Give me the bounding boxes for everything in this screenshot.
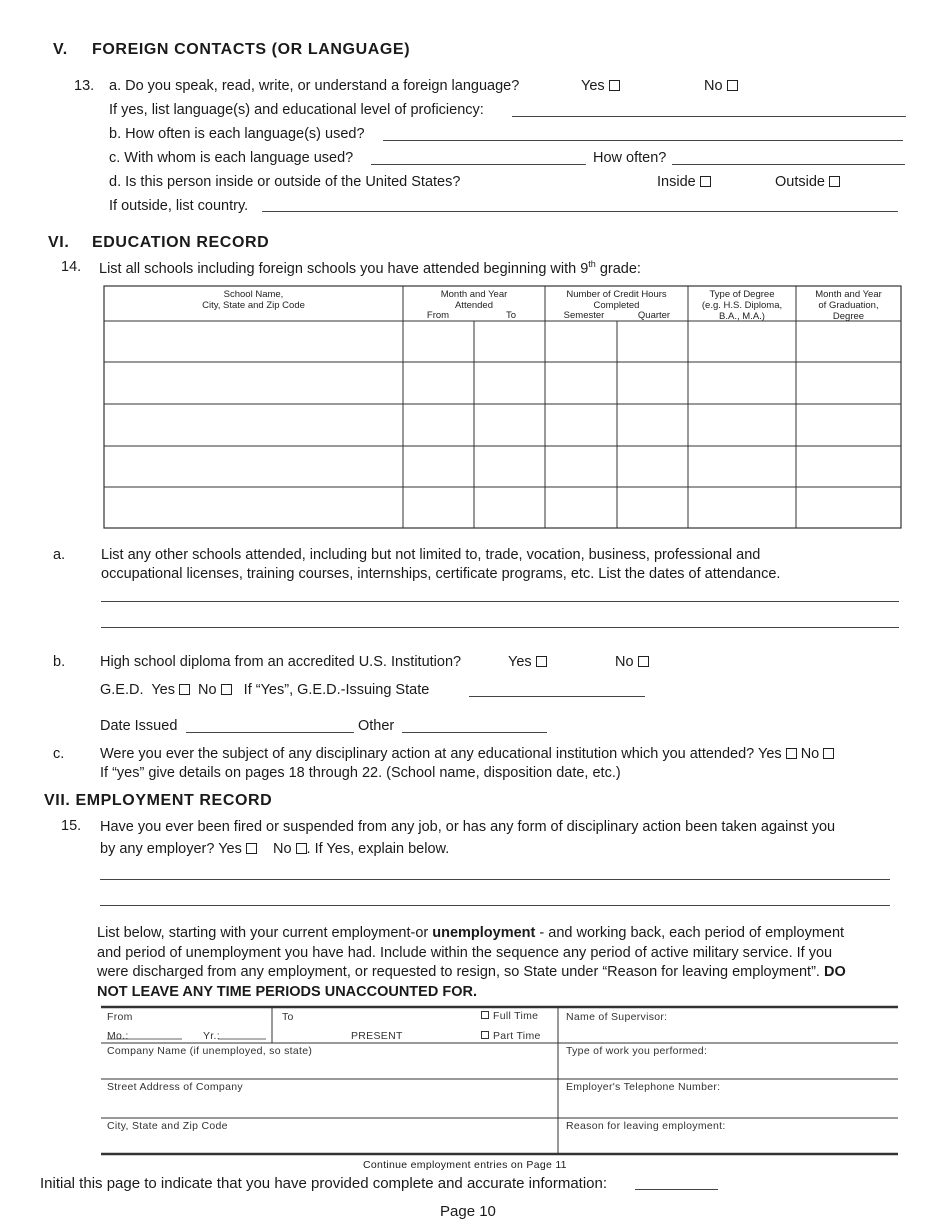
section-6-heading: EDUCATION RECORD xyxy=(92,234,270,251)
q13b-text: b. How often is each language(s) used? xyxy=(109,126,365,142)
instr-line3-a: were discharged from any employment, or requested to resign, so State under “Reason for leaving employment”. xyxy=(97,964,824,980)
col-to: To xyxy=(505,310,517,321)
col-credit-line2: Completed xyxy=(593,300,640,311)
ged-yes-label: Yes xyxy=(151,682,175,698)
q13c-text: c. With whom is each language used? xyxy=(109,150,354,166)
emp-mo-label: Mo.: xyxy=(107,1030,129,1042)
col-credit-line1: Number of Credit Hours xyxy=(566,289,667,300)
section-5-number: V. xyxy=(53,41,68,58)
col-grad-line1: Month and Year xyxy=(815,289,882,300)
ged-label: G.E.D. xyxy=(100,682,144,698)
q13a-followup: If yes, list language(s) and educational level of proficiency: xyxy=(109,102,484,118)
q14b-label: b. xyxy=(53,654,66,670)
emp-phone-label: Employer's Telephone Number: xyxy=(566,1081,721,1093)
emp-part-time xyxy=(481,1030,541,1042)
q14c-label: c. xyxy=(53,746,65,762)
q14b-text: High school diploma from an accredited U.S. Institution? xyxy=(100,654,462,670)
emp-reason-label: Reason for leaving employment: xyxy=(566,1120,726,1132)
q13d-outside-label: Outside xyxy=(775,174,825,190)
q14b-no-label: No xyxy=(615,654,634,670)
q13c-how-often: How often? xyxy=(593,150,667,166)
q14a-line1: List any other schools attended, including but not limited to, trade, vocation, business, professional and xyxy=(101,547,761,563)
question-14-number: 14. xyxy=(61,259,82,275)
q15-line1: Have you ever been fired or suspended from any job, or has any form of disciplinary action been taken against you xyxy=(100,819,836,835)
q14-text-main: List all schools including foreign schools you have attended beginning with 9 xyxy=(99,260,589,277)
col-school-line2: City, State and Zip Code xyxy=(202,300,305,311)
instr-line4: NOT LEAVE ANY TIME PERIODS UNACCOUNTED FOR. xyxy=(97,983,477,1000)
q15-line2-tail: . If Yes, explain below. xyxy=(306,841,450,857)
instr-line1-a: List below, starting with your current employment-or xyxy=(97,925,433,941)
ged-no-label: No xyxy=(198,682,217,698)
question-13-number: 13. xyxy=(74,78,95,94)
q14b-yes-label: Yes xyxy=(508,654,532,670)
q14-text-tail: grade: xyxy=(595,260,641,277)
col-degree-line1: Type of Degree xyxy=(709,289,775,300)
instr-line2: and period of unemployment you have had. Include within the sequence any period of active military service. If you xyxy=(97,944,833,961)
ged-issuing-label: If “Yes”, G.E.D.-Issuing State xyxy=(243,682,430,698)
other-label: Other xyxy=(358,718,395,734)
emp-from-label: From xyxy=(107,1011,133,1023)
emp-city-label: City, State and Zip Code xyxy=(107,1120,228,1132)
emp-part-time-label: Part Time xyxy=(493,1030,541,1042)
section-6-number: VI. xyxy=(48,234,70,251)
question-13a-text: a. Do you speak, read, write, or understand a foreign language? xyxy=(109,78,520,94)
col-from: From xyxy=(426,310,450,321)
emp-part-time-checkbox[interactable] xyxy=(481,1031,489,1039)
emp-street-label: Street Address of Company xyxy=(107,1081,243,1093)
q14-sup: th xyxy=(588,259,596,269)
emp-company-label: Company Name (if unemployed, so state) xyxy=(107,1045,313,1057)
q15-no-label: No xyxy=(273,841,292,857)
q14c-no-label: No xyxy=(800,746,820,762)
date-issued-label: Date Issued xyxy=(100,718,178,734)
continue-note: Continue employment entries on Page 11 xyxy=(363,1159,567,1171)
instr-line1-b: - and working back, each period of employment xyxy=(535,925,845,941)
q14c-line1: Were you ever the subject of any disciplinary action at any educational institution which you attended? Yes xyxy=(100,746,782,762)
instr-line1-bold: unemployment xyxy=(432,925,536,941)
col-month-line1: Month and Year xyxy=(440,289,508,300)
q13a-no-label: No xyxy=(704,78,723,94)
initial-instruction: Initial this page to indicate that you have provided complete and accurate information: xyxy=(40,1175,608,1192)
q14c-line2: If “yes” give details on pages 18 through 22. (School name, disposition date, etc.) xyxy=(100,765,621,781)
q13-if-outside: If outside, list country. xyxy=(109,198,249,214)
initial-field[interactable] xyxy=(635,1189,718,1190)
col-quarter: Quarter xyxy=(637,310,671,321)
emp-full-time-label: Full Time xyxy=(493,1010,539,1022)
col-school-line1: School Name, xyxy=(223,289,284,300)
q15-yes-label: by any employer? Yes xyxy=(100,841,242,857)
section-7-heading: VII. EMPLOYMENT RECORD xyxy=(44,792,273,809)
emp-to-label: To xyxy=(282,1011,294,1023)
col-degree-line3: B.A., M.A.) xyxy=(719,311,765,322)
q14a-label: a. xyxy=(53,547,66,563)
col-grad-line3: Degree xyxy=(832,311,865,322)
q13a-yes-label: Yes xyxy=(581,78,605,94)
emp-full-time xyxy=(481,1010,538,1022)
question-15-number: 15. xyxy=(61,818,82,834)
q13d-text: d. Is this person inside or outside of the United States? xyxy=(109,174,461,190)
emp-yr-label: Yr.: xyxy=(203,1030,220,1042)
col-semester: Semester xyxy=(563,310,605,321)
col-grad-line2: of Graduation, xyxy=(818,300,879,311)
q13d-inside-label: Inside xyxy=(657,174,696,190)
col-degree-line2: (e.g. H.S. Diploma, xyxy=(701,300,783,311)
instr-line3-bold: DO xyxy=(823,964,846,980)
section-5-heading: FOREIGN CONTACTS (OR LANGUAGE) xyxy=(92,41,411,58)
emp-supervisor-label: Name of Supervisor: xyxy=(566,1011,668,1023)
emp-full-time-checkbox[interactable] xyxy=(481,1011,489,1019)
emp-present-label: PRESENT xyxy=(351,1030,403,1042)
page-number: Page 10 xyxy=(440,1203,496,1220)
emp-work-type-label: Type of work you performed: xyxy=(566,1045,708,1057)
col-month-line2: Attended xyxy=(454,300,494,311)
q14a-line2: occupational licenses, training courses, internships, certificate programs, etc. List the dates of attendance. xyxy=(101,566,781,582)
